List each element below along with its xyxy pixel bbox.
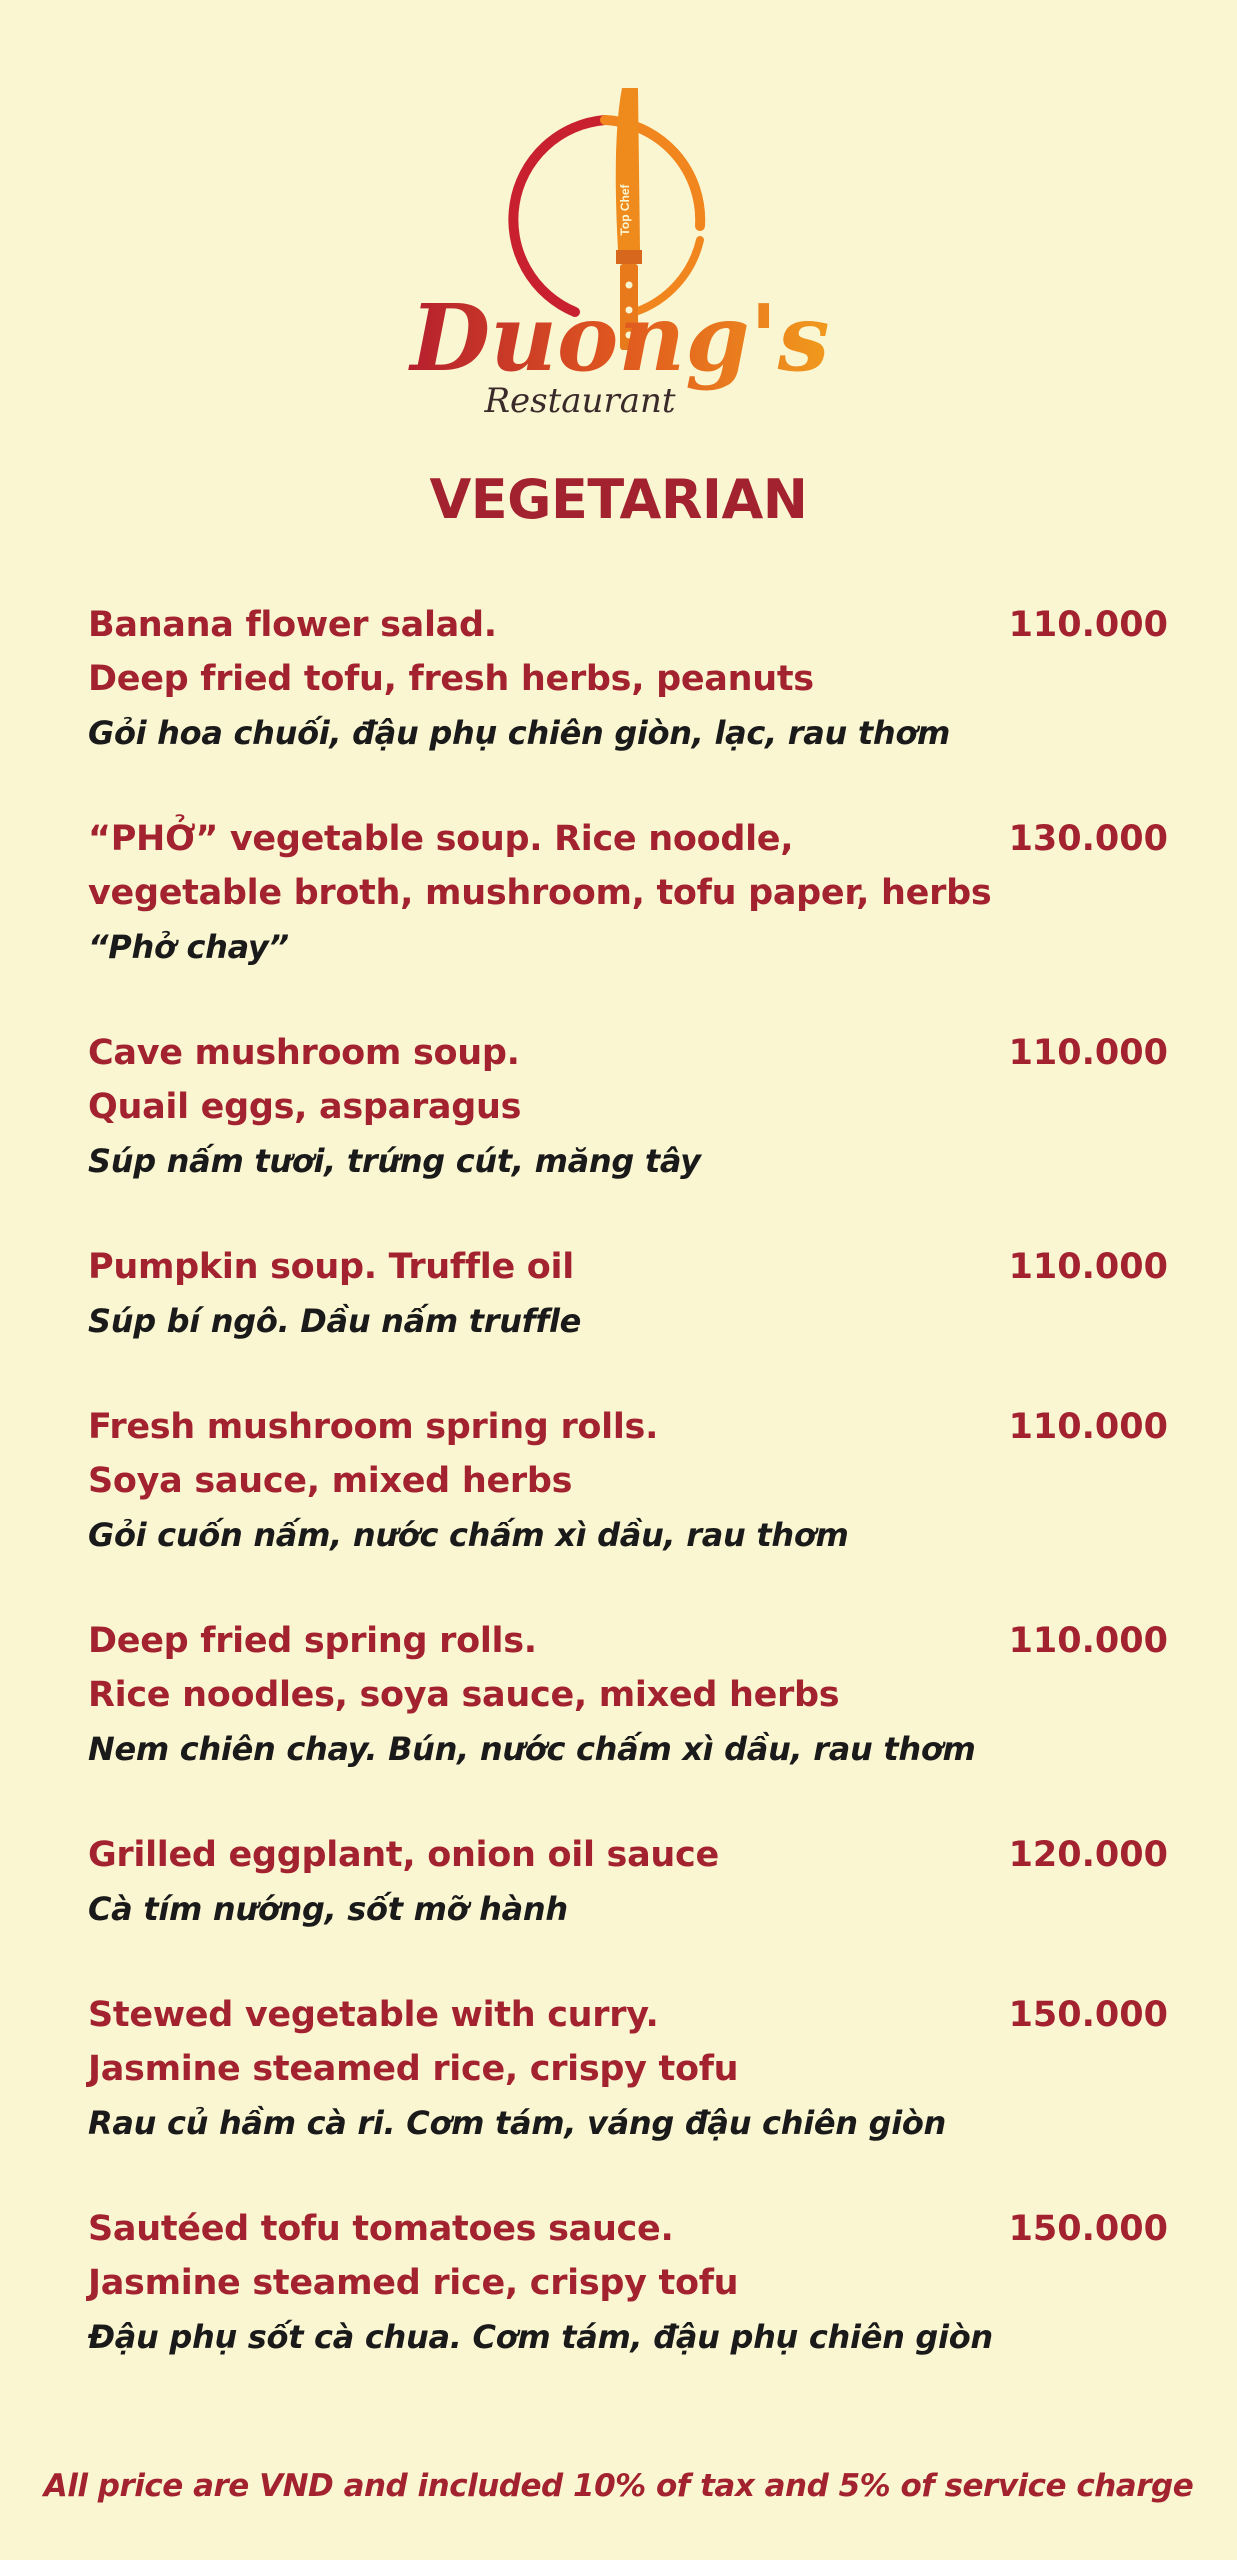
item-description: Deep fried tofu, fresh herbs, peanuts xyxy=(88,659,814,699)
price-note: All price are VND and included 10% of tax and 5% of service charge xyxy=(43,2468,1194,2504)
item-vietnamese-name: Cà tím nướng, sốt mỡ hành xyxy=(88,1890,568,1928)
brand-name: Duong's xyxy=(410,284,830,392)
item-vietnamese-name: Gỏi cuốn nấm, nước chấm xì dầu, rau thơm xyxy=(88,1516,849,1554)
menu-item xyxy=(88,1400,1168,1562)
menu-item xyxy=(88,812,1168,974)
item-vietnamese-name: Nem chiên chay. Bún, nước chấm xì dầu, rau thơm xyxy=(88,1730,976,1768)
item-vietnamese-name: Đậu phụ sốt cà chua. Cơm tám, đậu phụ chiên giòn xyxy=(88,2318,993,2356)
item-description: Soya sauce, mixed herbs xyxy=(88,1461,573,1501)
restaurant-logo xyxy=(400,80,840,430)
item-description: vegetable broth, mushroom, tofu paper, herbs xyxy=(88,873,992,913)
menu-item xyxy=(88,1614,1168,1776)
item-price: 110.000 xyxy=(1008,1621,1168,1661)
item-description: Quail eggs, asparagus xyxy=(88,1087,522,1127)
item-name: Deep fried spring rolls. xyxy=(88,1621,537,1661)
menu-item xyxy=(88,1828,1168,1936)
item-name: Stewed vegetable with curry. xyxy=(88,1995,659,2035)
menu-list xyxy=(88,598,1168,2416)
item-description: Rice noodles, soya sauce, mixed herbs xyxy=(88,1675,840,1715)
knife-label: Top Chef xyxy=(618,184,632,236)
item-name: Sautéed tofu tomatoes sauce. xyxy=(88,2209,674,2249)
item-vietnamese-name: Súp bí ngô. Dầu nấm truffle xyxy=(88,1302,582,1340)
item-description: Jasmine steamed rice, crispy tofu xyxy=(88,2263,739,2303)
item-vietnamese-name: Gỏi hoa chuối, đậu phụ chiên giòn, lạc, rau thơm xyxy=(88,714,951,752)
item-vietnamese-name: Rau củ hầm cà ri. Cơm tám, váng đậu chiên giòn xyxy=(88,2104,947,2142)
item-description: Jasmine steamed rice, crispy tofu xyxy=(88,2049,739,2089)
item-price: 150.000 xyxy=(1008,2209,1168,2249)
item-price: 120.000 xyxy=(1008,1835,1168,1875)
item-price: 110.000 xyxy=(1008,1407,1168,1447)
menu-item xyxy=(88,1988,1168,2150)
item-name: Pumpkin soup. Truffle oil xyxy=(88,1247,574,1287)
menu-item xyxy=(88,1026,1168,1188)
menu-item xyxy=(88,598,1168,760)
item-price: 130.000 xyxy=(1008,819,1168,859)
item-price: 110.000 xyxy=(1008,1247,1168,1287)
item-vietnamese-name: Súp nấm tươi, trứng cút, măng tây xyxy=(88,1142,701,1180)
brand-subtitle: Restaurant xyxy=(484,381,676,421)
item-price: 150.000 xyxy=(1008,1995,1168,2035)
menu-item xyxy=(88,1240,1168,1348)
item-name: Grilled eggplant, onion oil sauce xyxy=(88,1835,719,1875)
item-price: 110.000 xyxy=(1008,605,1168,645)
item-name: Fresh mushroom spring rolls. xyxy=(88,1407,659,1447)
section-title: VEGETARIAN xyxy=(429,468,808,531)
item-name: Banana flower salad. xyxy=(88,605,497,645)
item-vietnamese-name: “Phở chay” xyxy=(88,928,289,966)
item-name: Cave mushroom soup. xyxy=(88,1033,520,1073)
item-price: 110.000 xyxy=(1008,1033,1168,1073)
menu-item xyxy=(88,2202,1168,2364)
item-name: “PHỞ” vegetable soup. Rice noodle, xyxy=(88,819,794,859)
